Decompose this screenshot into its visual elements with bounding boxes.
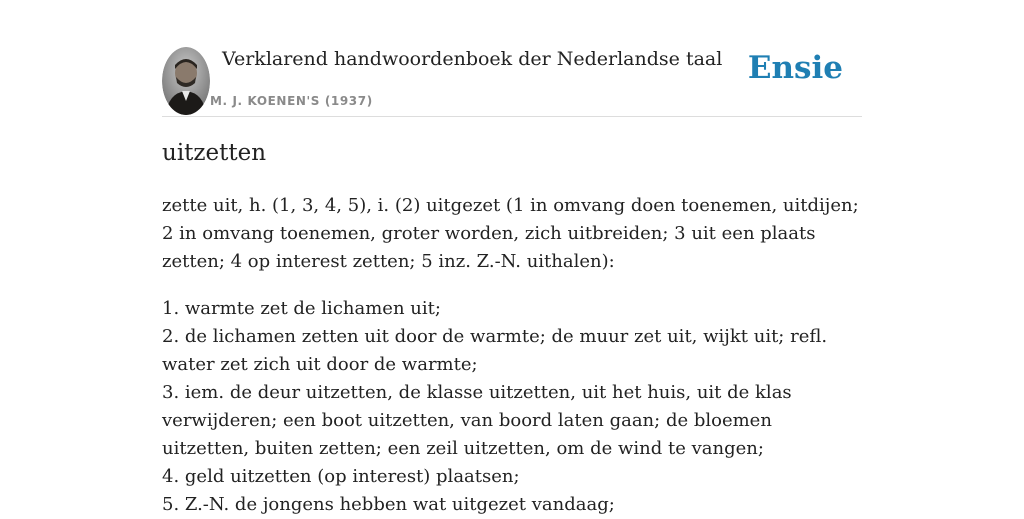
entry-sense-1: 1. warmte zet de lichamen uit; xyxy=(162,298,441,319)
entry-grammar: zette uit, h. (1, 3, 4, 5), i. (2) uitgezet (1 in omvang doen toenemen, uitdijen; 2 in omvang toenemen, groter worden, zich uitbreiden; 3 uit een plaats zetten; 4 op interest zetten; 5 inz. Z.-N. uithalen): xyxy=(162,195,859,272)
entry-sense-4: 4. geld uitzetten (op interest) plaatsen; xyxy=(162,466,520,487)
book-title: Verklarend handwoordenboek der Nederlandse taal xyxy=(222,48,723,70)
site-header xyxy=(162,44,862,117)
entry-sense-5: 5. Z.-N. de jongens hebben wat uitgezet vandaag; xyxy=(162,494,615,515)
book-author: M. J. KOENEN'S (1937) xyxy=(210,94,373,108)
site-logo[interactable]: Ensie xyxy=(747,50,843,86)
entry-headword: uitzetten xyxy=(162,140,267,166)
entry-sense-2: 2. de lichamen zetten uit door de warmte; de muur zet uit, wijkt uit; refl. water zet zich uit door de warmte; xyxy=(162,326,828,375)
author-portrait-image xyxy=(162,47,210,115)
author-portrait xyxy=(162,47,210,115)
entry-sense-3: 3. iem. de deur uitzetten, de klasse uitzetten, uit het huis, uit de klas verwijderen; een boot uitzetten, van boord laten gaan; de bloemen uitzetten, buiten zetten; een zeil uitzetten, om de wind te vangen; xyxy=(162,382,792,459)
entry-definition xyxy=(162,192,862,519)
